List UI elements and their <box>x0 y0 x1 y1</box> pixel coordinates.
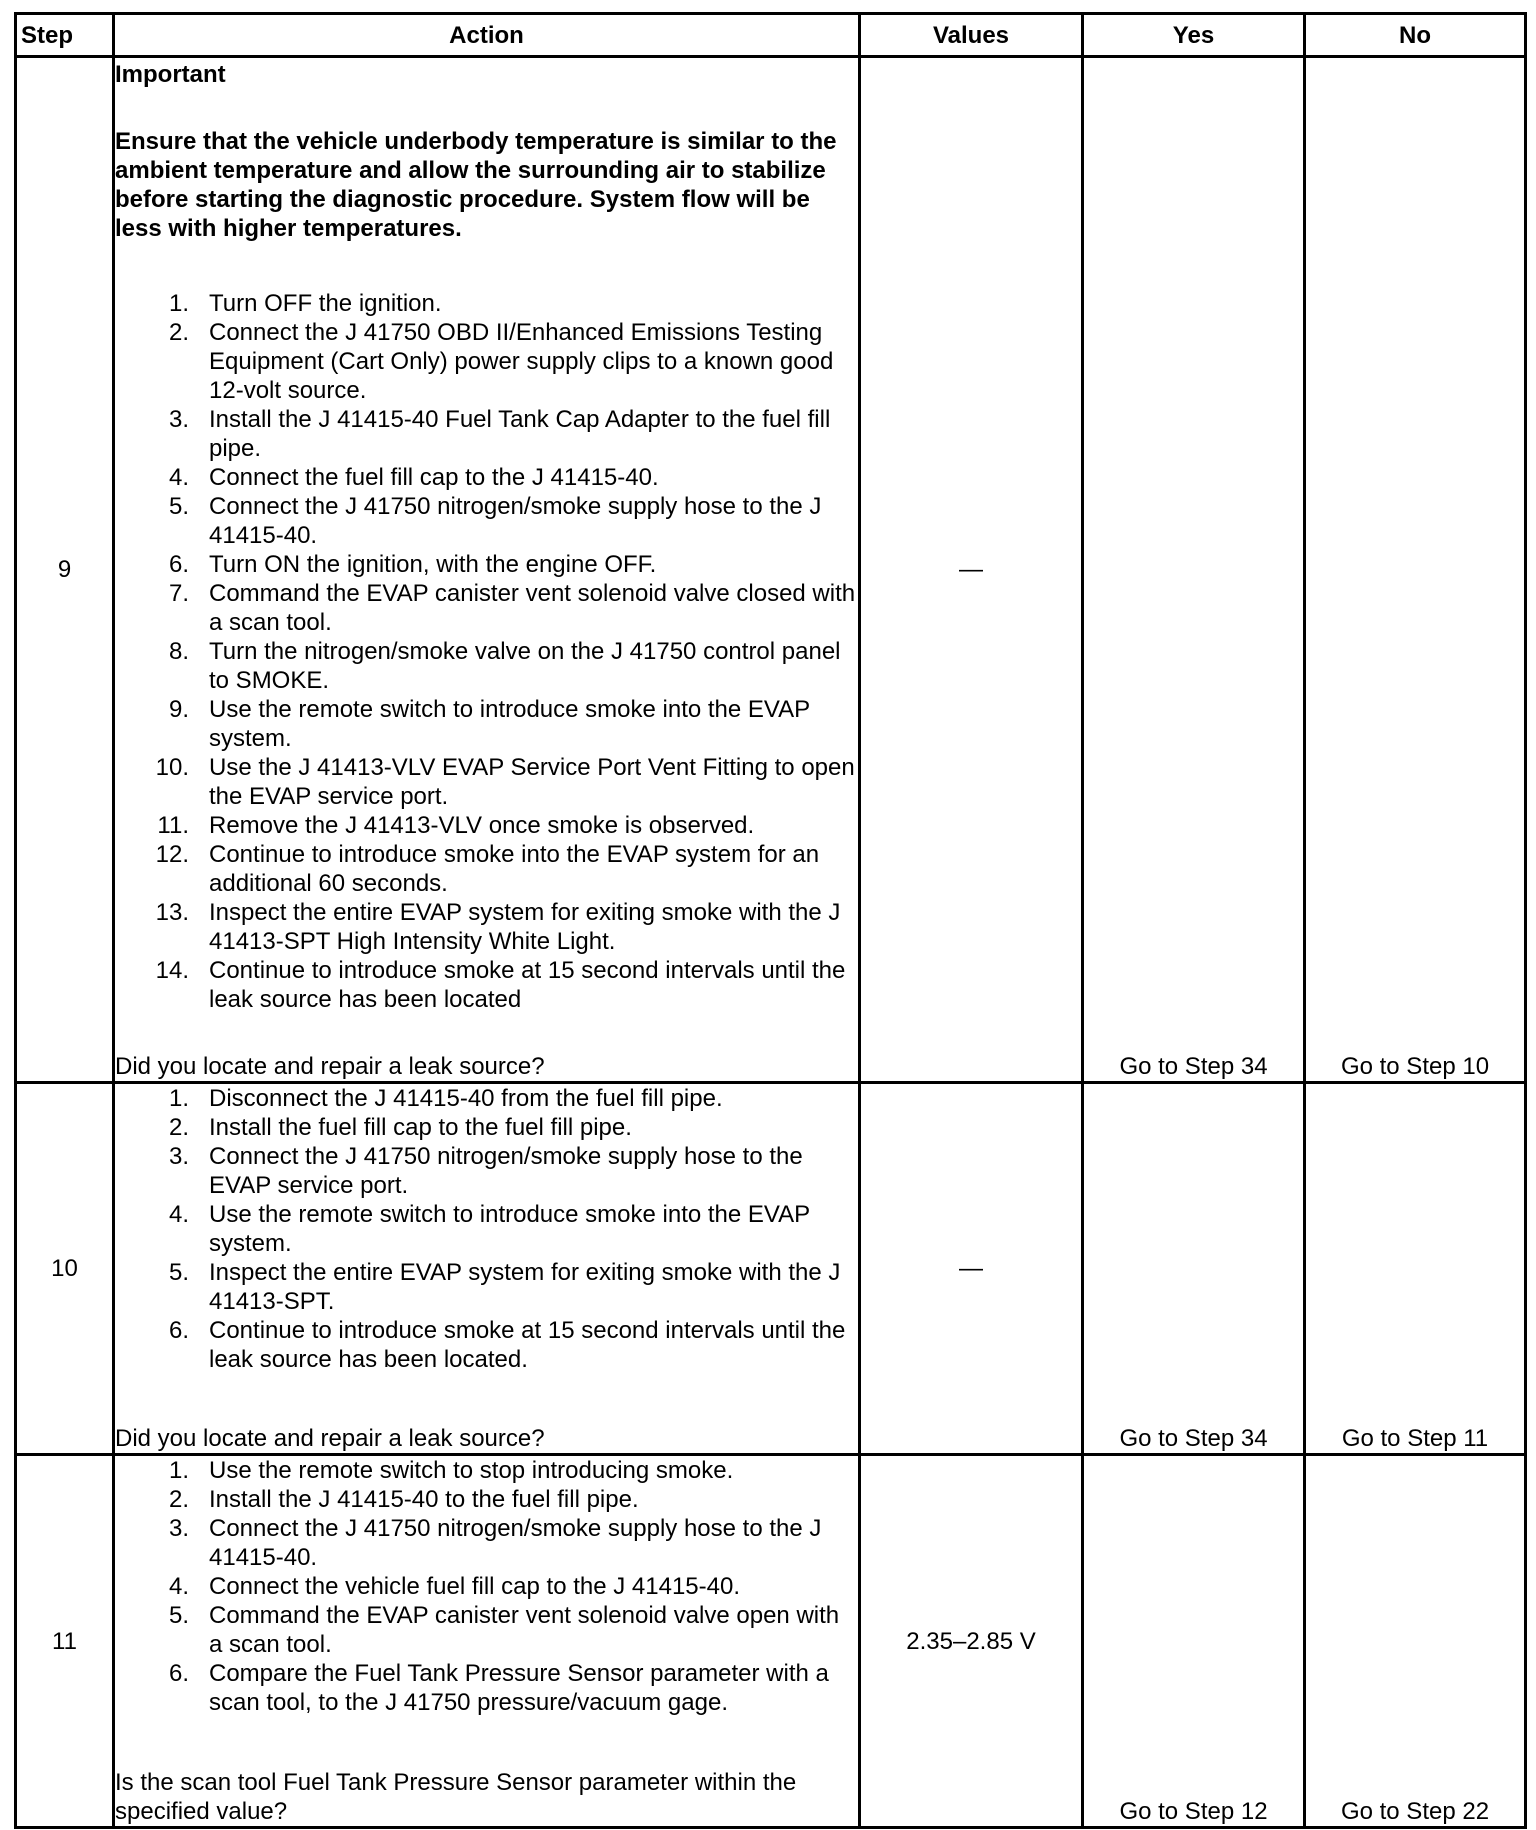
list-item: 4. Connect the vehicle fuel fill cap to the J 41415-40. <box>168 1573 740 1600</box>
list-item: 6. Compare the Fuel Tank Pressure Sensor parameter with a scan tool, to the J 41750 pressure/vacuum gage. <box>168 1660 829 1716</box>
action-cell <box>114 1455 860 1828</box>
list-item: 5. Command the EVAP canister vent solenoid valve open with a scan tool. <box>168 1602 840 1658</box>
list-item: 3. Install the J 41415-40 Fuel Tank Cap Adapter to the fuel fill pipe. <box>168 406 831 462</box>
list-item: 4. Connect the fuel fill cap to the J 41415-40. <box>168 464 659 491</box>
list-item: 11. Remove the J 41413-VLV once smoke is observed. <box>157 812 755 839</box>
list-item: 8. Turn the nitrogen/smoke valve on the J 41750 control panel to SMOKE. <box>168 638 841 694</box>
list-item: 4. Use the remote switch to introduce smoke into the EVAP system. <box>168 1201 810 1257</box>
header-values: Values <box>860 14 1083 57</box>
step-number: 9 <box>16 57 114 1083</box>
list-item: 7. Command the EVAP canister vent solenoid valve closed with a scan tool. <box>168 580 856 636</box>
list-item: 1. Turn OFF the ignition. <box>168 290 442 317</box>
list-item: 14. Continue to introduce smoke at 15 second intervals until the leak source has been located <box>155 957 846 1013</box>
list-item: 10. Use the J 41413-VLV EVAP Service Port Vent Fitting to open the EVAP service port. <box>155 754 855 810</box>
header-row <box>16 14 1526 57</box>
list-item: 3. Connect the J 41750 nitrogen/smoke supply hose to the EVAP service port. <box>168 1143 803 1199</box>
list-item: 9. Use the remote switch to introduce smoke into the EVAP system. <box>168 696 810 752</box>
important-note: Ensure that the vehicle underbody temperature is similar to the ambient temperature and allow the surrounding air to stabilize before starting the diagnostic procedure. System flow will be less with higher temperatures. <box>115 128 837 242</box>
yes-cell: Go to Step 12 <box>1083 1455 1305 1828</box>
no-cell: Go to Step 10 <box>1305 57 1526 1083</box>
list-item: 6. Continue to introduce smoke at 15 second intervals until the leak source has been located. <box>168 1317 846 1373</box>
value-cell: — <box>860 1083 1083 1455</box>
list-item: 2. Install the fuel fill cap to the fuel fill pipe. <box>168 1114 632 1141</box>
yes-cell: Go to Step 34 <box>1083 57 1305 1083</box>
diagnostic-table <box>14 12 1527 1829</box>
list-item: 13. Inspect the entire EVAP system for exiting smoke with the J 41413-SPT High Intensity White Light. <box>155 899 841 955</box>
important-title: Important <box>115 61 226 88</box>
list-item: 12. Continue to introduce smoke into the EVAP system for an additional 60 seconds. <box>155 841 820 897</box>
table-row <box>16 1083 1526 1455</box>
step-number: 11 <box>16 1455 114 1828</box>
list-item: 3. Connect the J 41750 nitrogen/smoke supply hose to the J 41415-40. <box>168 1515 822 1571</box>
list-item: 2. Connect the J 41750 OBD II/Enhanced Emissions Testing Equipment (Cart Only) power supply clips to a known good 12-volt source. <box>168 319 834 404</box>
list-item: 1. Use the remote switch to stop introducing smoke. <box>168 1457 734 1484</box>
instruction-list <box>115 1456 858 1717</box>
header-yes: Yes <box>1083 14 1305 57</box>
list-item: 6. Turn ON the ignition, with the engine OFF. <box>168 551 657 578</box>
question-text: Did you locate and repair a leak source? <box>115 1053 545 1080</box>
list-item: 5. Connect the J 41750 nitrogen/smoke supply hose to the J 41415-40. <box>168 493 822 549</box>
header-step: Step <box>16 14 114 57</box>
instruction-list <box>115 1084 858 1374</box>
list-item: 1. Disconnect the J 41415-40 from the fuel fill pipe. <box>168 1085 723 1112</box>
question-text: Is the scan tool Fuel Tank Pressure Sensor parameter within the specified value? <box>115 1769 797 1825</box>
table-row <box>16 57 1526 1083</box>
action-cell <box>114 1083 860 1455</box>
no-cell: Go to Step 11 <box>1305 1083 1526 1455</box>
instruction-list <box>115 289 858 1014</box>
header-no: No <box>1305 14 1526 57</box>
no-cell: Go to Step 22 <box>1305 1455 1526 1828</box>
table-row <box>16 1455 1526 1828</box>
header-action: Action <box>114 14 860 57</box>
value-cell: — <box>860 57 1083 1083</box>
question-text: Did you locate and repair a leak source? <box>115 1425 545 1452</box>
list-item: 5. Inspect the entire EVAP system for exiting smoke with the J 41413-SPT. <box>168 1259 841 1315</box>
yes-cell: Go to Step 34 <box>1083 1083 1305 1455</box>
list-item: 2. Install the J 41415-40 to the fuel fill pipe. <box>168 1486 639 1513</box>
value-cell: 2.35–2.85 V <box>860 1455 1083 1828</box>
step-number: 10 <box>16 1083 114 1455</box>
action-cell <box>114 57 860 1083</box>
